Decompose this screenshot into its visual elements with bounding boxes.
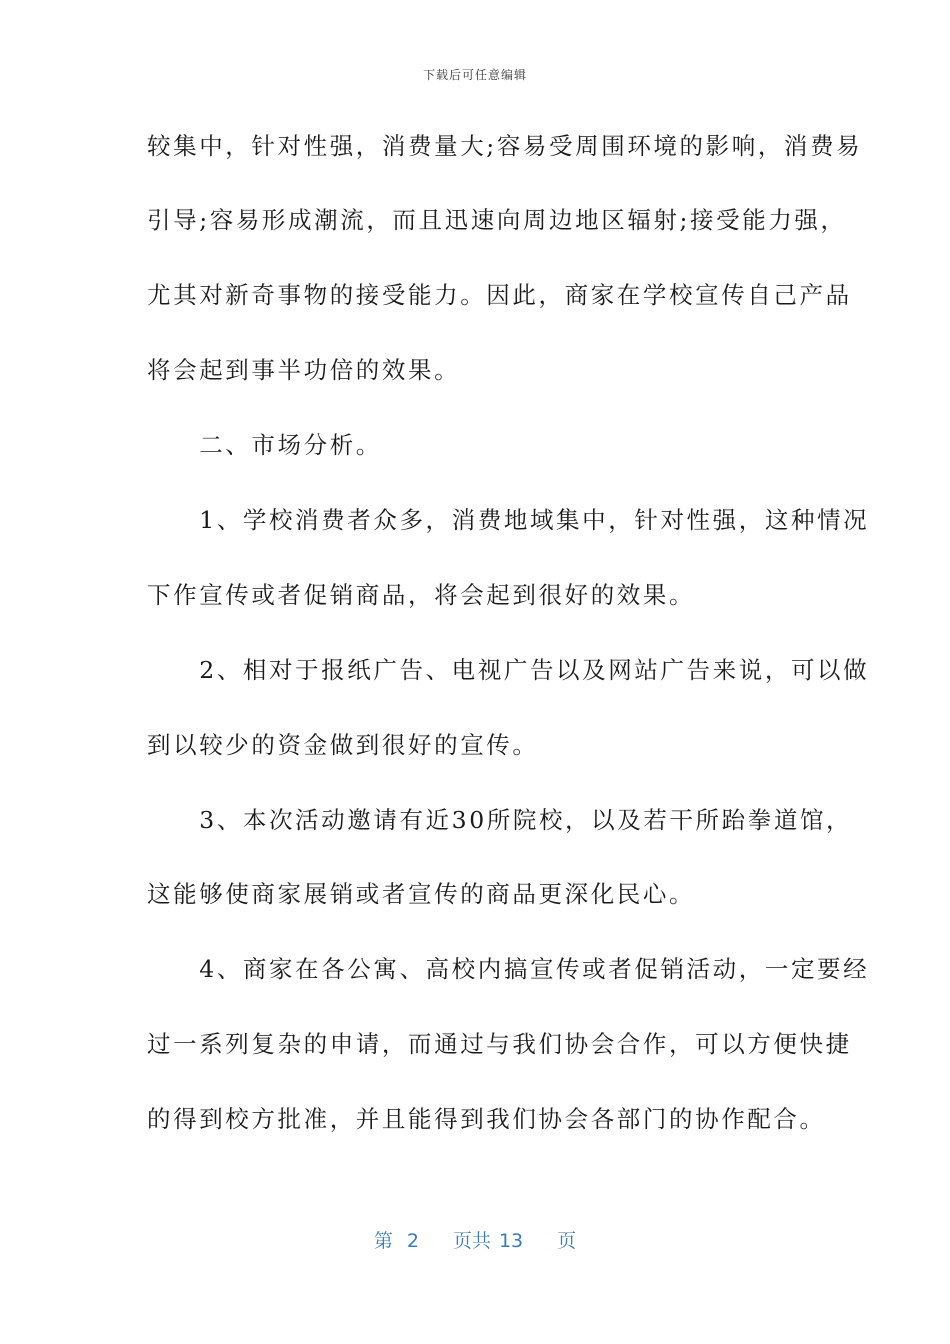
- text-line: 4、商家在各公寓、高校内搞宣传或者促销活动，一定要经: [147, 955, 870, 983]
- page-mid-text: 页共: [452, 1230, 491, 1252]
- section-heading: 二、市场分析。: [147, 431, 382, 459]
- current-page-number: 2: [406, 1230, 419, 1252]
- text-line: 这能够使商家展销或者宣传的商品更深化民心。: [147, 880, 696, 908]
- page-footer: [0, 1226, 950, 1253]
- page-suffix: 页: [557, 1230, 577, 1252]
- total-pages-number: 13: [498, 1230, 524, 1252]
- text-line: 的得到校方批准，并且能得到我们协会各部门的协作配合。: [147, 1105, 826, 1133]
- text-line: 引导;容易形成潮流，而且迅速向周边地区辐射;接受能力强，: [147, 206, 847, 234]
- text-line: 到以较少的资金做到很好的宣传。: [147, 731, 539, 759]
- text-line: 2、相对于报纸广告、电视广告以及网站广告来说，可以做: [147, 656, 870, 684]
- text-line: 尤其对新奇事物的接受能力。因此，商家在学校宣传自己产品: [147, 281, 852, 309]
- text-line: 较集中，针对性强，消费量大;容易受周围环境的影响，消费易: [147, 132, 863, 160]
- header-note: 下载后可任意编辑: [422, 68, 527, 82]
- text-line: 过一系列复杂的申请，而通过与我们协会合作，可以方便快捷: [147, 1030, 852, 1058]
- text-line: 1、学校消费者众多，消费地域集中，针对性强，这种情况: [147, 506, 870, 534]
- text-line: 下作宣传或者促销商品，将会起到很好的效果。: [147, 581, 696, 609]
- text-line: 将会起到事半功倍的效果。: [147, 356, 461, 384]
- page-prefix: 第: [373, 1230, 393, 1252]
- text-line: 3、本次活动邀请有近30所院校，以及若干所跆拳道馆，: [147, 806, 853, 834]
